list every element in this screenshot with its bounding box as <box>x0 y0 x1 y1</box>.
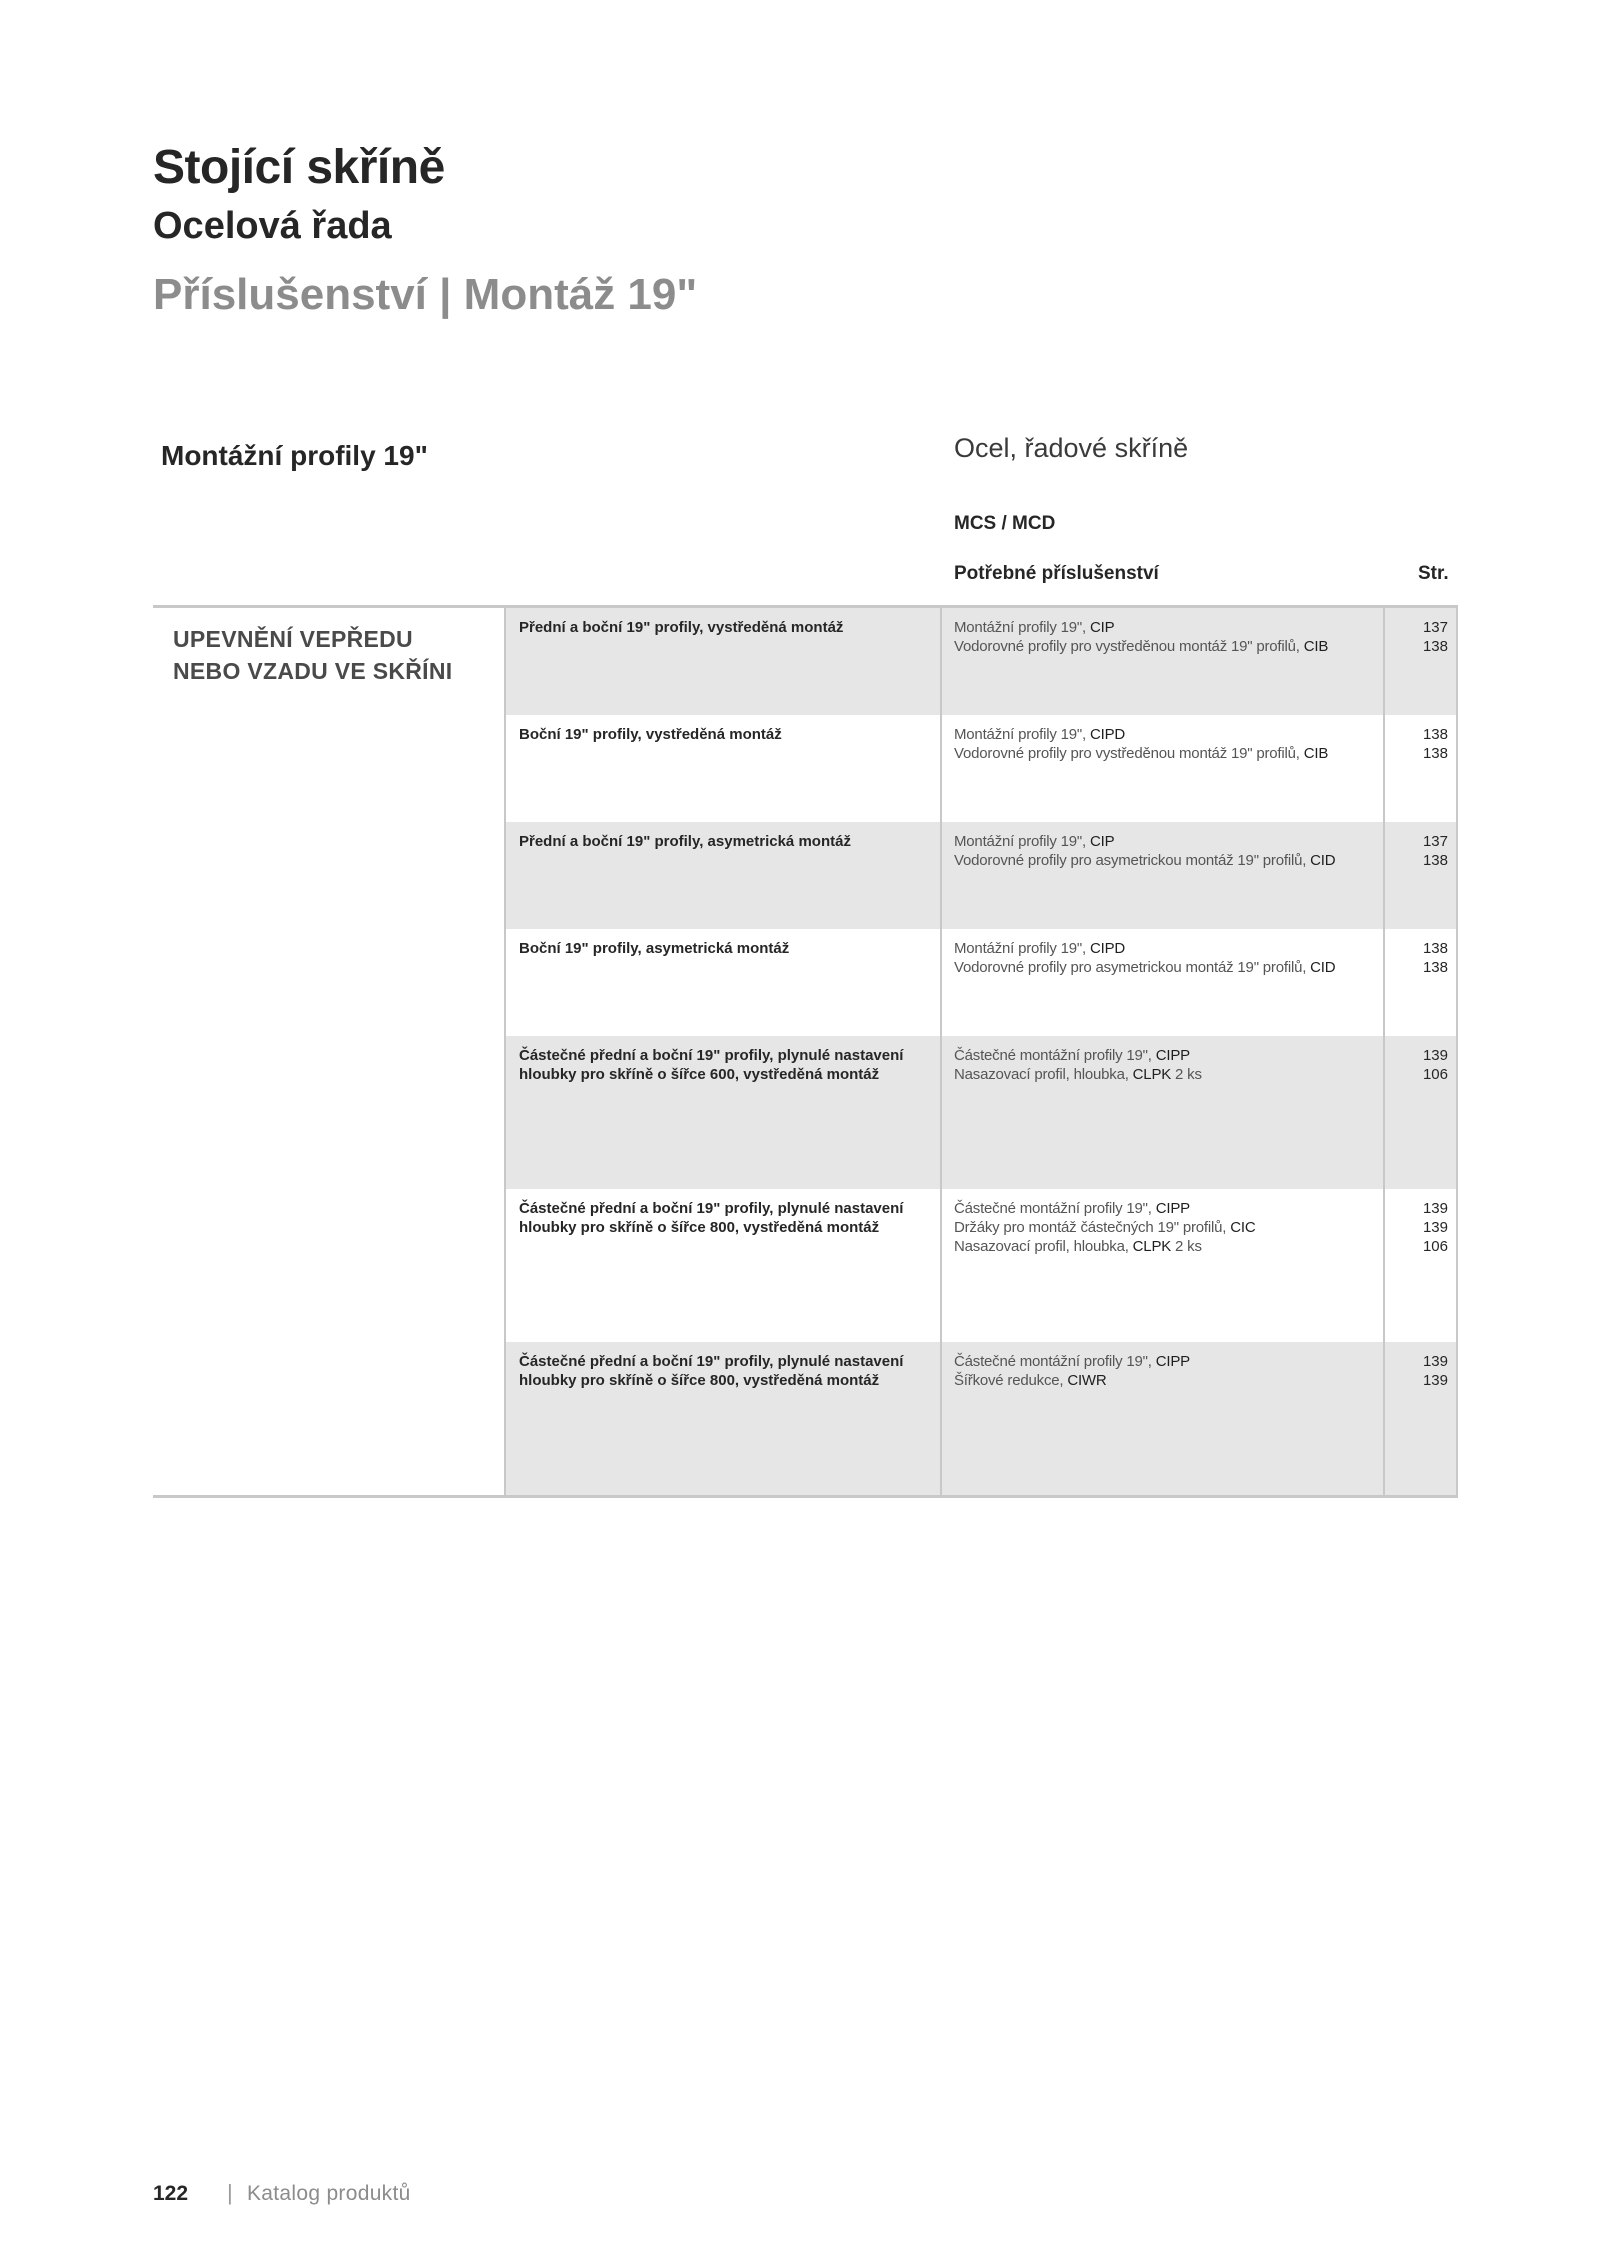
description-line: hloubky pro skříně o šířce 800, vystředěná montáž <box>519 1219 880 1236</box>
accessory-text: Montážní profily 19", <box>954 619 1090 636</box>
page-reference: 106 <box>1422 1238 1448 1255</box>
table-row <box>153 715 1458 822</box>
accessory-item <box>954 1218 1394 1237</box>
column-divider <box>1456 1036 1458 1189</box>
row-accessories <box>954 1046 1394 1084</box>
row-description <box>519 1199 919 1237</box>
accessory-code: CIP <box>1090 619 1115 636</box>
accessory-text: Montážní profily 19", <box>954 833 1090 850</box>
row-accessories <box>954 1199 1394 1256</box>
accessory-item <box>954 637 1394 656</box>
column-divider <box>940 608 942 715</box>
group-label-line: NEBO VZADU VE SKŘÍNI <box>173 658 453 684</box>
accessory-text: Vodorovné profily pro vystředěnou montáž 19" profilů, <box>954 638 1304 655</box>
page-column-header: Str. <box>1418 563 1449 584</box>
accessory-code: CID <box>1310 852 1336 869</box>
accessory-code: CIPD <box>1090 940 1126 957</box>
accessory-quantity: 2 ks <box>1171 1066 1202 1083</box>
accessory-code: CIB <box>1303 638 1329 655</box>
accessory-quantity: 2 ks <box>1171 1238 1202 1255</box>
accessory-code: CIB <box>1303 745 1329 762</box>
row-pages <box>1423 618 1448 656</box>
column-divider <box>504 929 506 1036</box>
accessory-text: Šířkové redukce, <box>954 1372 1068 1389</box>
page-reference: 138 <box>1422 940 1448 957</box>
column-divider <box>1456 715 1458 822</box>
accessory-item <box>954 1352 1394 1371</box>
row-pages <box>1423 1352 1448 1390</box>
page-reference: 138 <box>1422 959 1448 976</box>
description-line: Boční 19" profily, vystředěná montáž <box>519 726 782 743</box>
page-reference: 137 <box>1422 619 1448 636</box>
accessory-item <box>954 1199 1394 1218</box>
accessory-item <box>954 939 1394 958</box>
column-divider <box>504 1342 506 1495</box>
series-label: MCS / MCD <box>954 513 1056 534</box>
accessory-text: Částečné montážní profily 19", <box>954 1353 1156 1370</box>
product-range-title: Ocel, řadové skříně <box>954 433 1189 463</box>
column-divider <box>1456 1342 1458 1495</box>
accessory-text: Držáky pro montáž částečných 19" profilů, <box>954 1219 1231 1236</box>
page-title: Stojící skříně <box>153 141 445 194</box>
accessory-code: CIC <box>1230 1219 1256 1236</box>
accessory-code: CIP <box>1090 833 1115 850</box>
accessories-table <box>153 605 1458 1498</box>
accessory-code: CIWR <box>1067 1372 1107 1389</box>
column-divider <box>504 715 506 822</box>
table-row <box>153 929 1458 1036</box>
row-pages <box>1423 725 1448 763</box>
accessory-text: Nasazovací profil, hloubka, <box>954 1066 1133 1083</box>
page-reference: 138 <box>1422 852 1448 869</box>
page-reference: 139 <box>1422 1200 1448 1217</box>
column-divider <box>1456 608 1458 715</box>
accessory-item <box>954 744 1394 763</box>
accessory-item <box>954 958 1394 977</box>
table-row <box>153 822 1458 929</box>
section-heading: Příslušenství | Montáž 19" <box>153 270 698 319</box>
footer-catalog-label: Katalog produktů <box>247 2182 411 2205</box>
accessory-code: CIPP <box>1155 1047 1190 1064</box>
accessory-text: Částečné montážní profily 19", <box>954 1047 1156 1064</box>
column-divider <box>940 1036 942 1189</box>
row-description <box>519 725 919 744</box>
row-description <box>519 1046 919 1084</box>
accessory-item <box>954 1371 1394 1390</box>
accessory-item <box>954 618 1394 637</box>
column-divider <box>504 608 506 715</box>
table-bottom-rule <box>153 1495 1458 1498</box>
page-reference: 138 <box>1422 745 1448 762</box>
column-divider <box>940 929 942 1036</box>
column-divider <box>940 715 942 822</box>
accessory-item <box>954 1046 1394 1065</box>
column-divider <box>1456 822 1458 929</box>
column-divider <box>1456 929 1458 1036</box>
page-reference: 139 <box>1422 1372 1448 1389</box>
table-body <box>153 608 1458 1495</box>
row-accessories <box>954 939 1394 977</box>
accessory-text: Montážní profily 19", <box>954 940 1090 957</box>
footer-separator: | <box>227 2180 233 2205</box>
row-pages <box>1423 832 1448 870</box>
row-description <box>519 618 919 637</box>
accessory-text: Vodorovné profily pro vystředěnou montáž 19" profilů, <box>954 745 1304 762</box>
row-description <box>519 832 919 851</box>
page-reference: 139 <box>1422 1047 1448 1064</box>
mounting-group-label <box>173 623 452 687</box>
accessory-text: Částečné montážní profily 19", <box>954 1200 1156 1217</box>
accessories-column-header: Potřebné příslušenství <box>954 563 1159 584</box>
description-line: hloubky pro skříně o šířce 800, vystředěná montáž <box>519 1372 880 1389</box>
table-row <box>153 1036 1458 1189</box>
accessory-item <box>954 1237 1394 1256</box>
column-divider <box>504 822 506 929</box>
page-reference: 139 <box>1422 1353 1448 1370</box>
column-divider <box>1456 1189 1458 1342</box>
accessory-text: Vodorovné profily pro asymetrickou montáž 19" profilů, <box>954 959 1311 976</box>
column-divider <box>504 1189 506 1342</box>
description-line: Částečné přední a boční 19" profily, plynulé nastavení <box>519 1353 904 1370</box>
row-description <box>519 1352 919 1390</box>
table-row <box>153 1342 1458 1495</box>
row-accessories <box>954 1352 1394 1390</box>
accessory-code: CLPK <box>1132 1066 1172 1083</box>
page-reference: 139 <box>1422 1219 1448 1236</box>
accessory-code: CIPD <box>1090 726 1126 743</box>
description-line: Přední a boční 19" profily, asymetrická montáž <box>519 833 851 850</box>
page-reference: 138 <box>1422 726 1448 743</box>
accessory-text: Montážní profily 19", <box>954 726 1090 743</box>
accessory-item <box>954 725 1394 744</box>
accessory-text: Vodorovné profily pro asymetrickou montáž 19" profilů, <box>954 852 1311 869</box>
page-subtitle: Ocelová řada <box>153 205 392 247</box>
description-line: hloubky pro skříně o šířce 600, vystředěná montáž <box>519 1066 880 1083</box>
description-line: Částečné přední a boční 19" profily, plynulé nastavení <box>519 1047 904 1064</box>
row-pages <box>1423 1046 1448 1084</box>
row-accessories <box>954 832 1394 870</box>
page-reference: 137 <box>1422 833 1448 850</box>
row-pages <box>1423 1199 1448 1256</box>
group-label-line: UPEVNĚNÍ VEPŘEDU <box>173 626 413 652</box>
column-divider <box>940 1189 942 1342</box>
description-line: Částečné přední a boční 19" profily, plynulé nastavení <box>519 1200 904 1217</box>
row-description <box>519 939 919 958</box>
row-accessories <box>954 618 1394 656</box>
column-divider <box>940 822 942 929</box>
table-row <box>153 1189 1458 1342</box>
accessory-code: CIPP <box>1155 1353 1190 1370</box>
row-pages <box>1423 939 1448 977</box>
accessory-text: Nasazovací profil, hloubka, <box>954 1238 1133 1255</box>
description-line: Boční 19" profily, asymetrická montáž <box>519 940 790 957</box>
column-divider <box>504 1036 506 1189</box>
accessory-item <box>954 1065 1394 1084</box>
description-line: Přední a boční 19" profily, vystředěná montáž <box>519 619 844 636</box>
table-section-title: Montážní profily 19" <box>161 440 428 471</box>
footer-page-number: 122 <box>153 2182 189 2205</box>
accessory-code: CLPK <box>1132 1238 1172 1255</box>
page-reference: 106 <box>1422 1066 1448 1083</box>
accessory-code: CIPP <box>1155 1200 1190 1217</box>
accessory-item <box>954 832 1394 851</box>
column-divider <box>940 1342 942 1495</box>
accessory-item <box>954 851 1394 870</box>
accessory-code: CID <box>1310 959 1336 976</box>
row-accessories <box>954 725 1394 763</box>
page-reference: 138 <box>1422 638 1448 655</box>
